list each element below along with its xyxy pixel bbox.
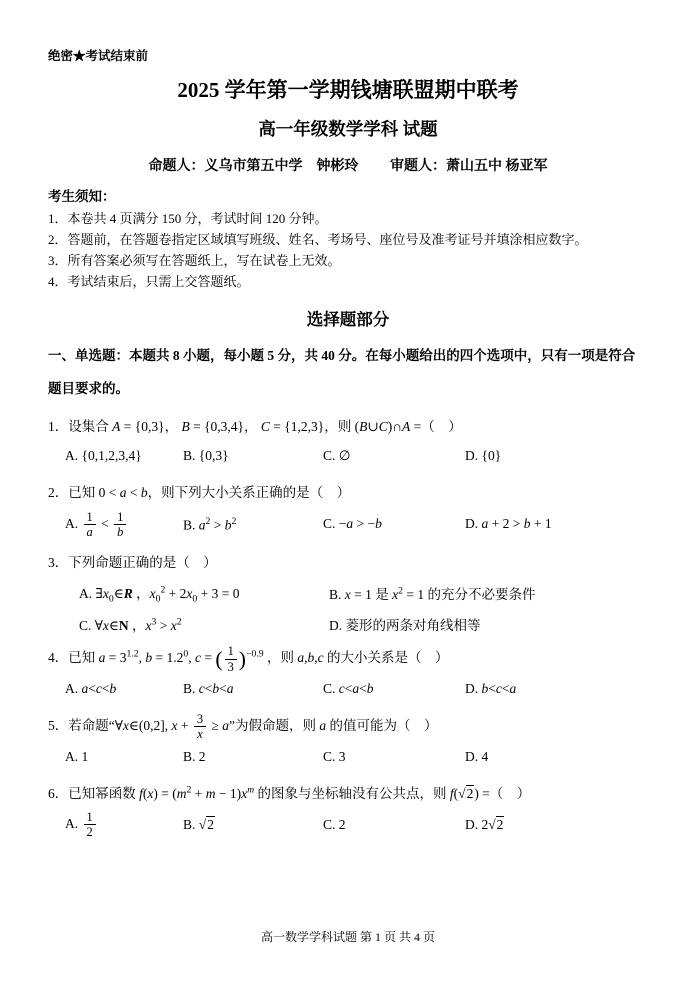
notice-line-4: 4．考试结束后，只需上交答题纸。 — [48, 274, 250, 290]
page-footer: 高一数学学科试题 第 1 页 共 4 页 — [260, 930, 435, 944]
notice-line-2: 2．答题前，在答题卷指定区域填写班级、姓名、考场号、座位号及准考证号并填涂相应数字。 — [48, 232, 588, 248]
setter-name: 命题人：义乌市第五中学 钟彬玲 — [148, 159, 359, 174]
question-6 — [48, 780, 648, 840]
section-intro: 一、单选题：本题共 8 小题，每小题 5 分，共 40 分。在每小题给出的四个选项中，只有一项是符合题目要求的。 — [48, 348, 636, 396]
question-4-option-c: C. c<a<b — [323, 680, 374, 696]
question-3-option-a: A. $\exists x_0\in R$ ，$x_0^2 + 2x_0 + 3 = 0$ — [79, 584, 240, 605]
question-6-option-c: C. 2 — [323, 816, 346, 832]
question-6-option-b: B. √ 2 — [183, 817, 323, 833]
setters-line — [48, 155, 648, 175]
question-4-options — [48, 676, 648, 702]
question-5-options — [48, 744, 648, 770]
question-1-option-c: C. ∅ — [323, 448, 351, 464]
question-6-options — [48, 810, 648, 840]
question-1-option-d: D. {0} — [465, 448, 502, 464]
question-6-option-a: A. $\frac{1}{2}$ — [65, 810, 183, 840]
question-2-options — [48, 510, 648, 540]
question-1-stem: 1．设集合 A = {0,3}， B = {0,3,4}， C = {1,2,3}，则 (B∪C)∩A =（ ） — [48, 418, 462, 434]
question-5-option-a: A. 1 — [65, 748, 89, 764]
question-3-option-b: B. x = 1 是 $x^2 = 1$ 的充分不必要条件 — [329, 585, 536, 602]
question-3-options — [48, 582, 648, 635]
question-6-stem: 6．已知幂函数 $f(x) = (m^2 + m - 1)x^m$ 的图象与坐标轴没有公共点，则 f( √ 2) =（ ） — [48, 780, 648, 808]
question-1-option-b: B. {0,3} — [183, 448, 229, 464]
question-4-option-a: A. a<c<b — [65, 680, 117, 696]
question-4-option-b: B. c<b<a — [183, 680, 234, 696]
question-4-stem: 4．已知 $a = 3^{1.2}$, $b = 1.2^0$, c = ( $\frac{1}{3}$ )$^{-0.9}$ ，则 a,b,c 的大小关系是（ ） — [48, 644, 449, 674]
question-1-option-a: A. {0,1,2,3,4} — [65, 448, 142, 464]
question-3-option-c: C. ∀x∈N ，$x^3 > x^2$ — [79, 616, 182, 634]
question-3-stem: 3．下列命题正确的是（ ） — [48, 555, 217, 571]
question-2-option-a: A. $\frac{1}{a}$ < $\frac{1}{b}$ — [65, 510, 183, 540]
notice-line-1: 1．本卷共 4 页满分 150 分，考试时间 120 分钟。 — [48, 211, 328, 226]
question-3-option-d: D. 菱形的两条对角线相等 — [329, 618, 481, 634]
question-2-option-c: C. −a > −b — [323, 516, 382, 532]
question-5-option-b: B. 2 — [183, 748, 206, 764]
question-1 — [48, 413, 648, 469]
section-title: 选择题部分 — [306, 310, 390, 330]
question-1-options — [48, 443, 648, 469]
question-4 — [48, 644, 648, 702]
question-3 — [48, 549, 648, 634]
question-5-option-c: C. 3 — [323, 748, 346, 764]
question-2 — [48, 479, 648, 539]
exam-title: 2025 学年第一学期钱塘联盟期中联考 — [177, 78, 519, 102]
question-4-option-d: D. b<c<a — [465, 680, 517, 696]
question-2-option-b: B. $a^2 > b^2$ — [183, 515, 237, 533]
reviewer-name: 审题人：萧山五中 杨亚军 — [390, 159, 548, 174]
question-5 — [48, 712, 648, 770]
notice-line-3: 3．所有答案必须写在答题纸上，写在试卷上无效。 — [48, 253, 341, 269]
question-2-stem: 2．已知 0 < a < b，则下列大小关系正确的是（ ） — [48, 485, 351, 501]
secrecy-label: 绝密★考试结束前 — [48, 49, 149, 63]
notice-heading: 考生须知： — [48, 189, 116, 204]
question-6-option-d: D. 2 √ 2 — [465, 817, 648, 833]
question-5-stem: 5．若命题“∀x∈(0,2], x + $\frac{3}{x}$ ≥ a”为假命题，则 a 的值可能为（ ） — [48, 712, 438, 742]
question-2-option-d: D. a + 2 > b + 1 — [465, 516, 552, 532]
question-5-option-d: D. 4 — [465, 748, 489, 764]
exam-subtitle: 高一年级数学学科 试题 — [258, 119, 438, 139]
